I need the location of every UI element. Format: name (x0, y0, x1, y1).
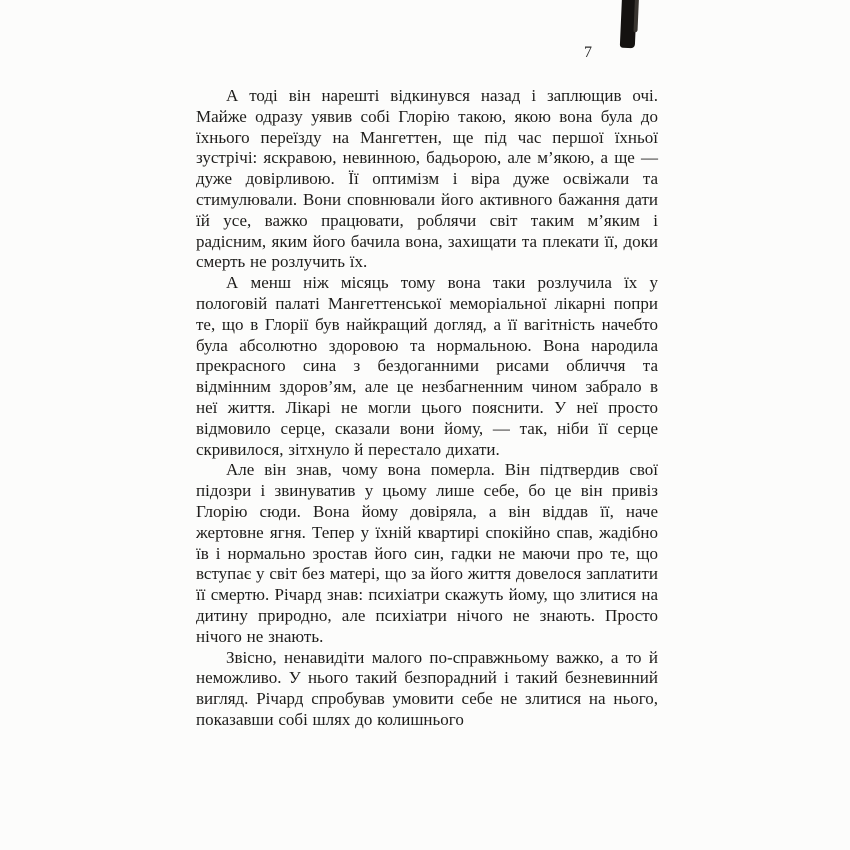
paragraph-2: А менш ніж місяць тому вона таки розлучила їх у пологовій палаті Мангеттенської меморіальної лікарні попри те, що в Глорії був найкращий догляд, а її вагітність начебто була абсолютно здоровою та нормальною. Вона народила прекрасного сина з бездоганними рисами обличчя та відмінним здоров’ям, але це незбагненним чином забрало в неї життя. Лікарі не могли цього пояснити. У неї просто відмовило серце, сказали вони йому, — так, ніби її серце скривилося, зітхнуло й перестало дихати. (196, 273, 658, 459)
text-block (196, 86, 658, 731)
page-number: 7 (584, 44, 593, 61)
paragraph-1: А тоді він нарешті відкинувся назад і заплющив очі. Майже одразу уявив собі Глорію такою, якою вона була до їхнього переїзду на Мангеттен, ще під час першої їхньої зустрічі: яскравою, невинною, бадьорою, але м’якою, а ще — дуже довірливою. Її оптимізм і віра дуже освіжали та стимулювали. Вони сповнювали його активного бажання дати їй усе, важко працювати, роблячи світ таким м’яким і радісним, яким його бачила вона, захищати та плекати її, доки смерть не розлучить їх. (196, 86, 658, 272)
paragraph-3: Але він знав, чому вона померла. Він підтвердив свої підозри і звинуватив у цьому лише себе, бо це він привіз Глорію сюди. Вона йому довіряла, а він віддав її, наче жертовне ягня. Тепер у їхній квартирі спокійно спав, жадібно їв і нормально зростав його син, гадки не маючи про те, що вступає у світ без матері, що за його життя довелося заплатити її смертю. Річард знав: психіатри скажуть йому, що злитися на дитину природно, але психіатри нічого не знають. Просто нічого не знають. (196, 460, 658, 646)
scan-artifact (620, 0, 637, 48)
paragraph-4: Звісно, ненавидіти малого по-справжньому важко, а то й неможливо. У нього такий безпорадний і такий безневинний вигляд. Річард спробував умовити себе не злитися на нього, показавши собі шлях до колишнього (196, 647, 658, 729)
